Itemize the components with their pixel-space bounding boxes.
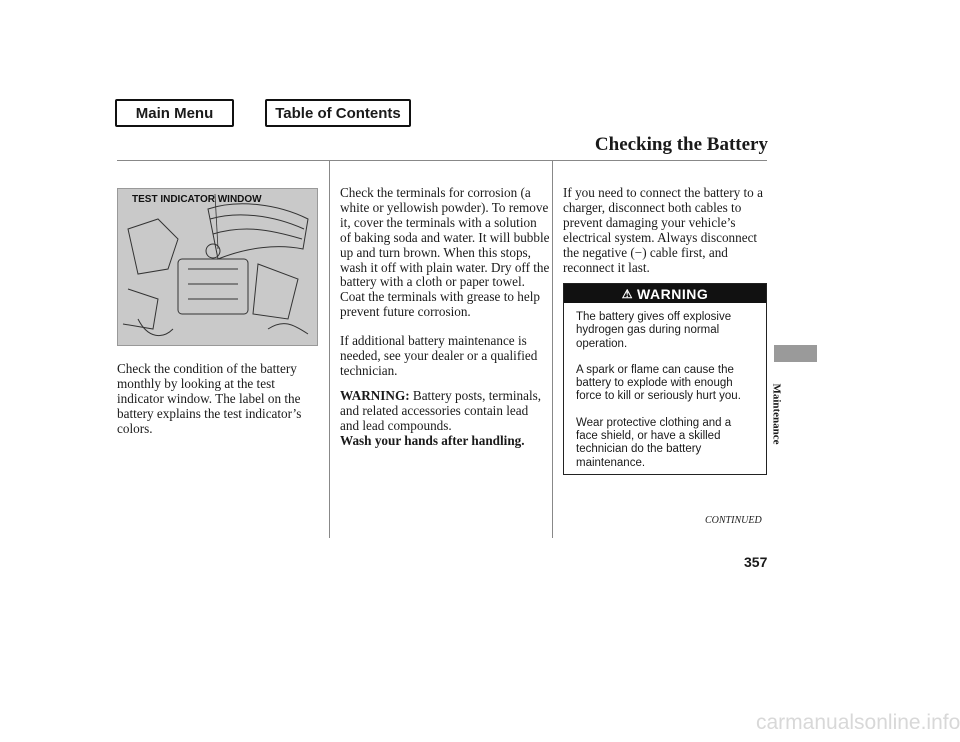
maintenance-text: If additional battery maintenance is needed, see your dealer or a qualified technician. — [340, 333, 538, 378]
battery-check-text: Check the condition of the battery monthly by looking at the test indicator window. The label on the battery explains the test indicator’s colors. — [117, 361, 302, 436]
lead-warning — [340, 389, 550, 449]
warning-box — [563, 283, 767, 475]
wash-hands-text: Wash your hands after handling. — [340, 432, 525, 448]
section-label: Maintenance — [770, 383, 783, 445]
battery-figure — [117, 188, 318, 346]
battery-illustration — [118, 189, 318, 346]
column-divider-1 — [329, 161, 330, 538]
continued-label: CONTINUED — [705, 515, 762, 526]
warning-para-2: A spark or flame can cause the battery to explode with enough force to kill or seriously hurt you. — [576, 363, 741, 403]
column-divider-2 — [552, 161, 553, 538]
warning-header: ⚠ WARNING — [564, 284, 766, 303]
header-rule — [117, 160, 767, 161]
table-of-contents-button[interactable]: Table of Contents — [265, 99, 411, 127]
corrosion-text: Check the terminals for corrosion (a white or yellowish powder). To remove it, cover the terminals with a solution of baking soda and water. It will bubble up and turn brown. When this stops, wash it off with plain water. Dry off the battery with a cloth or paper towel. Coat the terminals with grease to help prevent future corrosion. — [340, 185, 550, 320]
lead-warning-text: Battery posts, terminals, and related accessories contain lead and lead compounds. — [340, 388, 542, 433]
figure-label: TEST INDICATOR WINDOW — [132, 194, 262, 205]
warning-para-3: Wear protective clothing and a face shield, or have a skilled technician do the battery maintenance. — [576, 416, 732, 469]
charger-text: If you need to connect the battery to a charger, disconnect both cables to prevent damaging your vehicle’s electrical system. Always disconnect the negative (−) cable first, and reconnect it last. — [563, 185, 763, 275]
warning-para-1: The battery gives off explosive hydrogen gas during normal operation. — [576, 311, 732, 350]
section-tab — [774, 345, 817, 362]
warning-icon: ⚠ — [621, 286, 634, 301]
page-number: 357 — [744, 554, 768, 570]
page-title: Checking the Battery — [594, 134, 768, 155]
main-menu-button[interactable]: Main Menu — [115, 99, 234, 127]
watermark: carmanualsonline.info — [756, 711, 960, 734]
lead-warning-label: WARNING: — [340, 388, 410, 403]
